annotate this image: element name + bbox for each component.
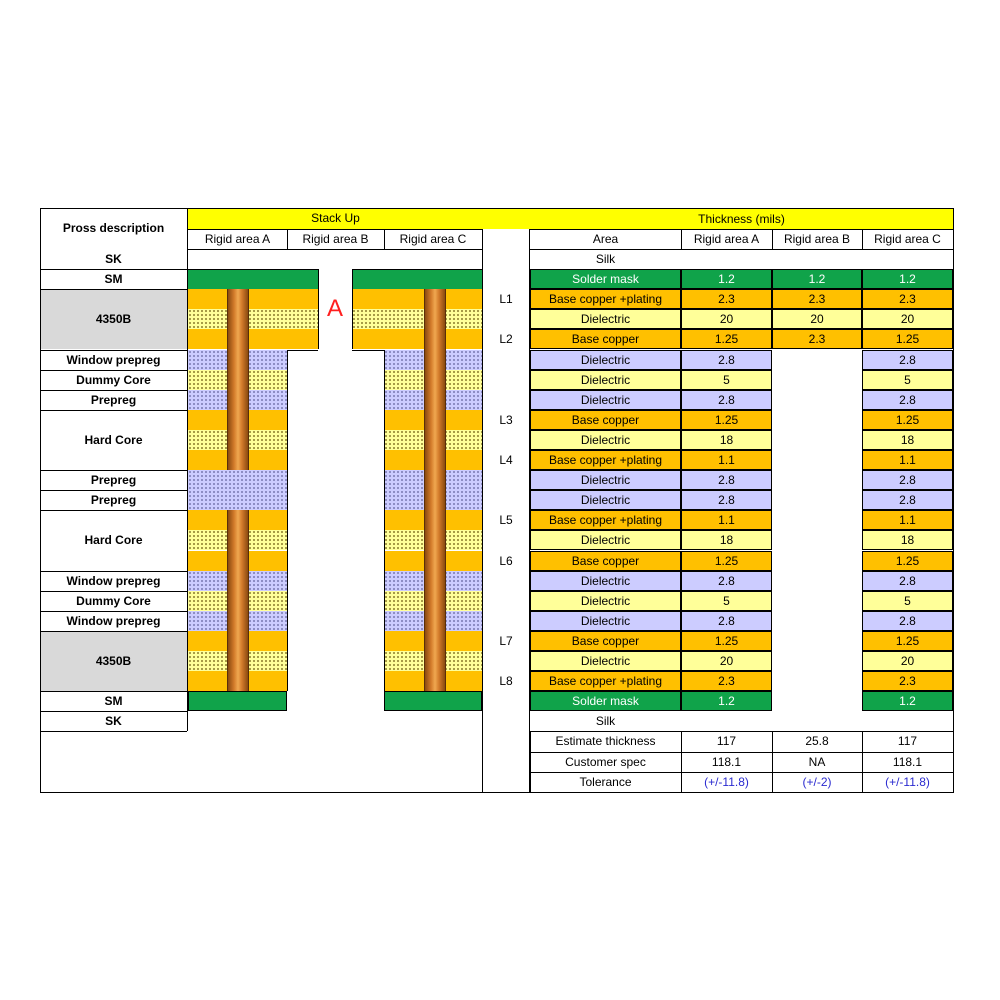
area-label: Dielectric [580, 654, 631, 669]
thickness-value: 1.1 [899, 513, 916, 528]
thickness-value: 2.8 [899, 392, 916, 407]
process-label: Window prepreg [66, 613, 161, 628]
thickness-value: 20 [810, 312, 824, 327]
process-label: SM [104, 272, 123, 287]
process-description-header: Pross description [62, 221, 165, 235]
stack-layer-a [188, 329, 318, 349]
grid-line [772, 731, 773, 791]
process-label: SK [105, 252, 122, 267]
grid-line [188, 229, 482, 230]
thickness-value: 5 [904, 593, 911, 608]
thickness-value: 5 [723, 372, 730, 387]
grid-line [384, 350, 385, 692]
thickness-value: 2.8 [899, 352, 916, 367]
thickness-value: 2.3 [808, 332, 826, 347]
thickness-area-label: Rigid area C [874, 232, 941, 247]
layer-label: L3 [499, 412, 513, 427]
summary-value: 25.8 [805, 734, 829, 749]
via-through-c [424, 289, 446, 691]
thickness-value: 2.8 [899, 493, 916, 508]
thickness-value: 1.25 [895, 633, 920, 648]
thickness-value: 2.8 [718, 352, 735, 367]
grid-line [40, 731, 187, 732]
area-label: Base copper [571, 412, 640, 427]
grid-line [681, 731, 682, 791]
process-label: Dummy Core [76, 372, 151, 387]
thickness-value: 1.2 [718, 694, 735, 709]
stack-layer-a [188, 490, 287, 510]
process-label: Prepreg [90, 493, 137, 508]
area-label: Dielectric [580, 312, 631, 327]
thickness-value: 2.3 [718, 292, 735, 307]
thickness-value: 1.2 [718, 272, 735, 287]
layer-label: L2 [499, 332, 513, 347]
thickness-value: 2.8 [718, 473, 735, 488]
stack-layer-c [384, 691, 482, 711]
thickness-value: 1.25 [895, 553, 920, 568]
area-label: Dielectric [580, 493, 631, 508]
stack-layer-c [352, 309, 482, 329]
thickness-value: 20 [900, 312, 915, 327]
process-label: 4350B [95, 312, 132, 327]
layer-label: L1 [499, 292, 513, 307]
thickness-value: 1.25 [714, 553, 739, 568]
thickness-value: 2.8 [899, 613, 916, 628]
summary-value: (+/-2) [802, 774, 832, 789]
process-label: Dummy Core [76, 593, 151, 608]
area-label: Base copper [571, 553, 640, 568]
thickness-value: 2.8 [899, 573, 916, 588]
stackup-area-label: Rigid area A [204, 232, 271, 247]
thickness-value: 18 [900, 432, 915, 447]
area-label: Base copper +plating [548, 513, 663, 528]
thickness-value: 2.8 [718, 392, 735, 407]
layer-label: L6 [499, 553, 513, 568]
area-label: Dielectric [580, 392, 631, 407]
flex-region-marker: A [326, 295, 343, 323]
grid-line [530, 792, 953, 793]
summary-label: Customer spec [565, 754, 646, 769]
thickness-value: 2.8 [718, 493, 735, 508]
area-label: Solder mask [572, 272, 639, 287]
stack-layer-c [352, 329, 482, 349]
stack-layer-a [188, 309, 318, 329]
thickness-value: 20 [719, 654, 734, 669]
thickness-value: 2.8 [718, 573, 735, 588]
thickness-value: 20 [719, 312, 734, 327]
grid-line [530, 731, 531, 791]
thickness-value: 5 [904, 372, 911, 387]
thickness-value: 5 [723, 593, 730, 608]
area-label: Dielectric [580, 473, 631, 488]
thickness-value: 1.25 [714, 412, 739, 427]
area-label: Base copper +plating [548, 453, 663, 468]
thickness-title: Thickness (mils) [698, 212, 785, 226]
stack-layer-a [188, 470, 287, 490]
process-label: SK [105, 714, 122, 729]
grid-line [772, 229, 773, 249]
grid-line [352, 269, 482, 270]
thickness-value: 2.3 [899, 292, 916, 307]
thickness-value: 1.1 [718, 513, 735, 528]
process-label: 4350B [95, 654, 132, 669]
summary-value: 117 [716, 734, 737, 749]
grid-line [862, 229, 863, 249]
area-heading: Area [592, 232, 619, 247]
via-lower-a [227, 510, 249, 691]
thickness-area-label: Rigid area B [783, 232, 851, 247]
summary-value: 117 [897, 734, 918, 749]
area-label: Base copper +plating [548, 292, 663, 307]
summary-label: Estimate thickness [555, 734, 656, 749]
thickness-value: 18 [719, 533, 734, 548]
process-label: Window prepreg [66, 573, 161, 588]
thickness-value: 2.3 [808, 292, 826, 307]
stack-layer-c [352, 269, 482, 289]
summary-value: (+/-11.8) [704, 774, 749, 789]
process-label: Prepreg [90, 473, 137, 488]
stack-layer-a [188, 691, 287, 711]
thickness-value: 20 [900, 654, 915, 669]
grid-line [188, 269, 318, 270]
via-upper-a [227, 289, 249, 470]
thickness-value: 1.2 [808, 272, 826, 287]
summary-value: 118.1 [711, 754, 742, 769]
stack-layer-a [188, 289, 318, 309]
summary-value: (+/-11.8) [885, 774, 930, 789]
area-label: Solder mask [572, 694, 639, 709]
grid-line [352, 350, 384, 351]
grid-line [862, 731, 863, 791]
thickness-value: 2.8 [718, 613, 735, 628]
area-label: Dielectric [580, 593, 631, 608]
stack-up-title: Stack Up [311, 211, 360, 225]
thickness-value: 1.1 [899, 453, 916, 468]
thickness-value: 2.3 [899, 674, 916, 689]
silk-label: Silk [595, 714, 616, 729]
thickness-value: 1.25 [895, 332, 920, 347]
grid-line [287, 350, 318, 351]
process-label: SM [104, 694, 123, 709]
area-label: Dielectric [580, 372, 631, 387]
grid-line [188, 249, 482, 250]
thickness-value: 2.8 [899, 473, 916, 488]
area-label: Base copper [571, 633, 640, 648]
area-label: Dielectric [580, 573, 631, 588]
silk-label: Silk [595, 252, 616, 267]
thickness-value: 1.25 [714, 332, 739, 347]
area-label: Dielectric [580, 533, 631, 548]
stackup-area-label: Rigid area B [302, 232, 369, 247]
thickness-area-label: Rigid area A [693, 232, 760, 247]
thickness-value: 1.25 [714, 633, 739, 648]
process-label: Prepreg [90, 392, 137, 407]
area-label: Dielectric [580, 352, 631, 367]
process-label: Hard Core [84, 432, 143, 447]
layer-label: L4 [499, 453, 513, 468]
layer-label: L7 [499, 633, 513, 648]
thickness-value: 1.1 [718, 453, 735, 468]
grid-line [352, 269, 353, 349]
thickness-value: 1.2 [899, 272, 916, 287]
thickness-value: 2.3 [718, 674, 735, 689]
thickness-value: 1.2 [899, 694, 916, 709]
layer-label: L8 [499, 674, 513, 689]
thickness-value: 1.25 [895, 412, 920, 427]
stack-layer-a [188, 269, 318, 289]
summary-value: 118.1 [892, 754, 923, 769]
thickness-value: 18 [719, 432, 734, 447]
thickness-value: 18 [900, 533, 915, 548]
area-label: Base copper +plating [548, 674, 663, 689]
area-label: Dielectric [580, 432, 631, 447]
process-label: Hard Core [84, 533, 143, 548]
stack-layer-c [352, 289, 482, 309]
process-label: Window prepreg [66, 352, 161, 367]
grid-line [287, 350, 288, 692]
grid-line [681, 229, 682, 249]
area-label: Base copper [571, 332, 640, 347]
stackup-area-label: Rigid area C [399, 232, 467, 247]
area-label: Dielectric [580, 613, 631, 628]
frame-right [953, 208, 954, 792]
summary-label: Tolerance [579, 774, 632, 789]
layer-label: L5 [499, 513, 513, 528]
summary-value: NA [808, 754, 826, 769]
